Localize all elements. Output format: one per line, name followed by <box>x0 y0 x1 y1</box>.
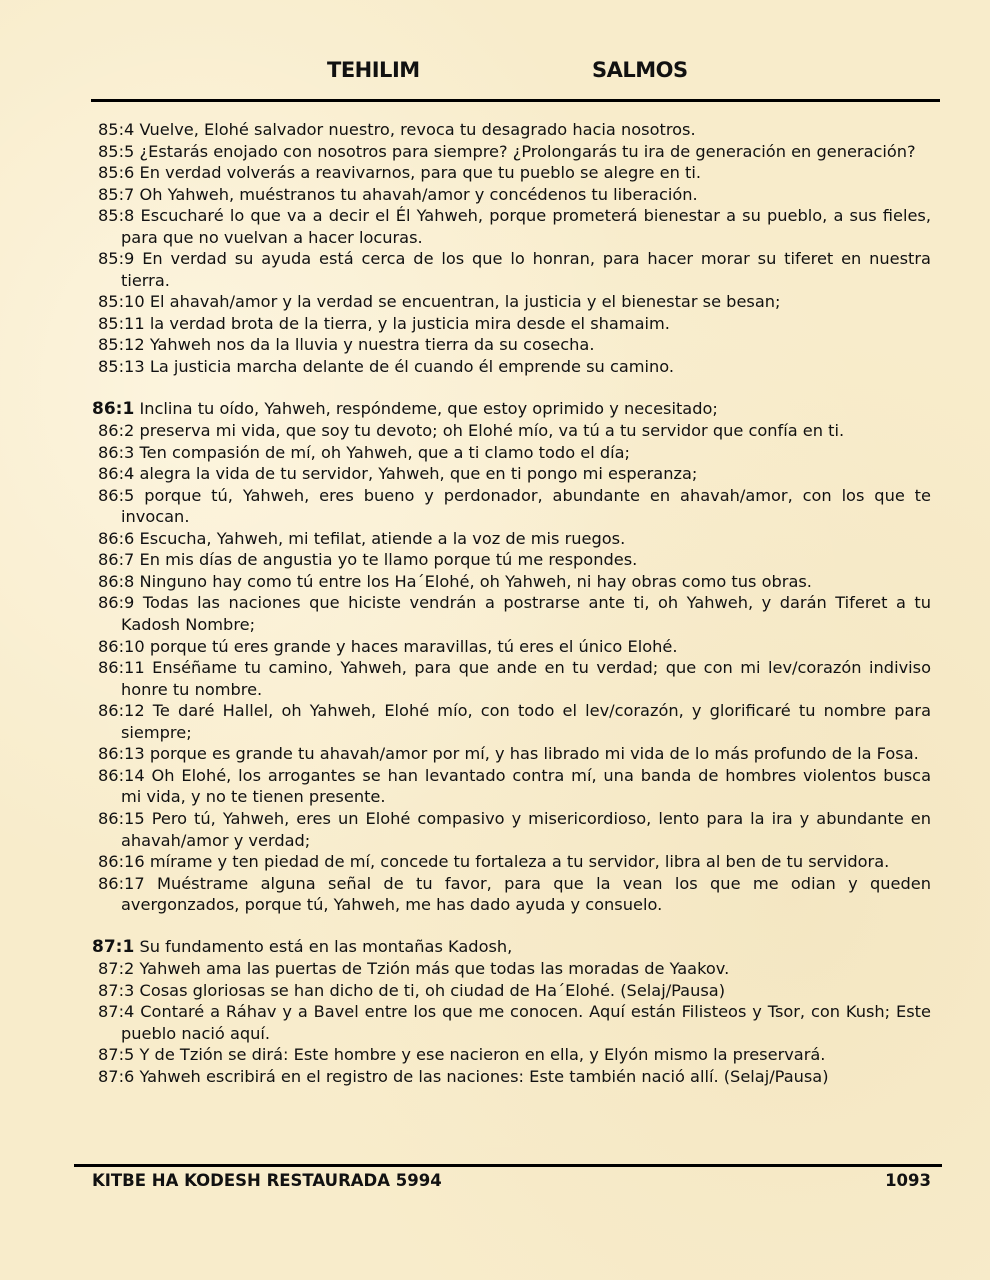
chapter-start-ref: 86:1 <box>92 398 135 419</box>
verse-ref: 86:10 <box>98 636 145 656</box>
page-number: 1093 <box>885 1171 931 1190</box>
section-gap <box>98 378 931 398</box>
verse <box>98 765 931 808</box>
chapter-section <box>92 398 932 916</box>
verse <box>98 657 931 700</box>
header-book-spanish: SALMOS <box>592 58 688 82</box>
verse <box>98 549 931 571</box>
verse-text: Enséñame tu camino, Yahweh, para que ande en tu verdad; que con mi lev/corazón indiviso honre tu nombre. <box>121 658 931 699</box>
verse-ref: 86:11 <box>98 658 145 678</box>
verse <box>98 356 931 378</box>
verse-text: preserva mi vida, que soy tu devoto; oh Elohé mío, va tú a tu servidor que confía en ti. <box>139 421 845 441</box>
verse-text: Contaré a Ráhav y a Bavel entre los que me conocen. Aquí están Filisteos y Tsor, con Kush; Este pueblo nació aquí. <box>121 1002 931 1043</box>
verse-text: alegra la vida de tu servidor, Yahweh, que en ti pongo mi esperanza; <box>139 464 698 484</box>
verse <box>98 1001 931 1044</box>
verse-text: mírame y ten piedad de mí, concede tu fortaleza a tu servidor, libra al ben de tu servidora. <box>149 852 890 872</box>
verse <box>98 592 931 635</box>
verse-ref: 87:4 <box>98 1002 135 1022</box>
verse-ref: 86:5 <box>98 485 135 505</box>
verse-text: Yahweh nos da la lluvia y nuestra tierra da su cosecha. <box>149 335 595 355</box>
verse-ref: 87:2 <box>98 959 135 979</box>
verse-text: En verdad su ayuda está cerca de los que lo honran, para hacer morar su tiferet en nuestra tierra. <box>121 249 931 290</box>
header-rule <box>91 99 940 102</box>
verse-text: La justicia marcha delante de él cuando él emprende su camino. <box>149 357 675 377</box>
verse-ref: 85:12 <box>98 335 145 355</box>
verse-ref: 86:15 <box>98 808 145 828</box>
verse-text: porque es grande tu ahavah/amor por mí, y has librado mi vida de lo más profundo de la Fosa. <box>149 744 919 764</box>
verse <box>98 485 931 528</box>
verse-text: Su fundamento está en las montañas Kadosh, <box>139 936 513 956</box>
verse-ref: 86:14 <box>98 765 145 785</box>
verse-text: El ahavah/amor y la verdad se encuentran, la justicia y el bienestar se besan; <box>149 292 781 312</box>
verse <box>98 808 931 851</box>
verse <box>98 334 931 356</box>
verse-ref: 86:3 <box>98 442 135 462</box>
verse-text: En mis días de angustia yo te llamo porque tú me respondes. <box>139 550 638 570</box>
verse-ref: 86:9 <box>98 593 135 613</box>
verse <box>98 1066 931 1088</box>
verse <box>98 119 931 141</box>
verse <box>98 873 931 916</box>
verse-text: Vuelve, Elohé salvador nuestro, revoca tu desagrado hacia nosotros. <box>139 120 696 139</box>
verse-ref: 87:3 <box>98 980 135 1000</box>
verse-text: En verdad volverás a reavivarnos, para que tu pueblo se alegre en ti. <box>139 163 701 183</box>
verse <box>98 162 931 184</box>
verse-ref: 86:16 <box>98 852 145 872</box>
verse-ref: 85:6 <box>98 163 135 183</box>
verse-text: Escucha, Yahweh, mi tefilat, atiende a la voz de mis ruegos. <box>139 528 626 548</box>
verse <box>98 636 931 658</box>
footer-rule <box>74 1164 942 1167</box>
verse <box>98 528 931 550</box>
verse-text: Ten compasión de mí, oh Yahweh, que a ti clamo todo el día; <box>139 442 631 462</box>
verse <box>98 463 931 485</box>
footer-book-title: KITBE HA KODESH RESTAURADA 5994 <box>92 1171 442 1190</box>
verse <box>98 743 931 765</box>
verse <box>98 184 931 206</box>
verse <box>98 420 931 442</box>
verse-ref: 86:2 <box>98 421 135 441</box>
scripture-text <box>92 119 932 1088</box>
verse <box>98 958 931 980</box>
verse <box>98 571 931 593</box>
verse-ref: 86:17 <box>98 873 145 893</box>
verse-ref: 86:4 <box>98 464 135 484</box>
verse-text: Yahweh escribirá en el registro de las naciones: Este también nació allí. (Selaj/Pausa) <box>139 1066 829 1086</box>
verse <box>98 442 931 464</box>
verse-ref: 85:9 <box>98 249 135 269</box>
verse-text: porque tú eres grande y haces maravillas, tú eres el único Elohé. <box>149 636 678 656</box>
verse-ref: 85:10 <box>98 292 145 312</box>
verse-text: Y de Tzión se dirá: Este hombre y ese nacieron en ella, y Elyón mismo la preservará. <box>139 1045 826 1065</box>
verse-ref: 85:8 <box>98 206 135 226</box>
verse-ref: 87:5 <box>98 1045 135 1065</box>
verse-text: Inclina tu oído, Yahweh, respóndeme, que estoy oprimido y necesitado; <box>139 398 718 418</box>
verse-ref: 85:13 <box>98 357 145 377</box>
verse-ref: 85:5 <box>98 141 135 161</box>
verse <box>98 1044 931 1066</box>
section-gap <box>98 916 931 936</box>
verse <box>98 851 931 873</box>
verse <box>98 980 931 1002</box>
verse-ref: 86:13 <box>98 744 145 764</box>
verse <box>98 248 931 291</box>
verse <box>98 291 931 313</box>
verse-ref: 85:7 <box>98 184 135 204</box>
verse-ref: 86:12 <box>98 701 145 721</box>
verse-text: Todas las naciones que hiciste vendrán a postrarse ante ti, oh Yahweh, y darán Tiferet a tu Kadosh Nombre; <box>121 593 932 635</box>
verse-ref: 86:7 <box>98 550 135 570</box>
verse <box>98 700 931 743</box>
verse <box>92 936 931 959</box>
verse <box>98 205 931 248</box>
verse-ref: 86:8 <box>98 571 135 591</box>
verse-text: Escucharé lo que va a decir el Él Yahweh, porque prometerá bienestar a su pueblo, a sus fieles, para que no vuelvan a hacer locuras. <box>121 206 931 247</box>
verse-text: ¿Estarás enojado con nosotros para siempre? ¿Prolongarás tu ira de generación en generación? <box>139 141 916 161</box>
verse-text: Oh Elohé, los arrogantes se han levantado contra mí, una banda de hombres violentos busca mi vida, y no te tienen presente. <box>121 765 931 807</box>
chapter-section <box>98 119 931 378</box>
verse-ref: 85:4 <box>98 120 135 139</box>
page-header <box>0 58 990 90</box>
verse-text: Ninguno hay como tú entre los Ha´Elohé, oh Yahweh, ni hay obras como tus obras. <box>139 571 812 591</box>
verse-ref: 86:6 <box>98 528 135 548</box>
chapter-section <box>92 936 931 1088</box>
verse-text: Te daré Hallel, oh Yahweh, Elohé mío, con todo el lev/corazón, y glorificaré tu nombre para siempre; <box>121 701 931 742</box>
verse-text: Cosas gloriosas se han dicho de ti, oh ciudad de Ha´Elohé. (Selaj/Pausa) <box>139 980 726 1000</box>
verse-text: Oh Yahweh, muéstranos tu ahavah/amor y concédenos tu liberación. <box>139 184 698 204</box>
header-book-hebrew: TEHILIM <box>327 58 420 82</box>
verse-text: Yahweh ama las puertas de Tzión más que todas las moradas de Yaakov. <box>139 959 730 979</box>
verse-ref: 87:6 <box>98 1066 135 1086</box>
verse-text: la verdad brota de la tierra, y la justicia mira desde el shamaim. <box>149 313 670 333</box>
verse-text: Muéstrame alguna señal de tu favor, para que la vean los que me odian y queden avergonzados, porque tú, Yahweh, me has dado ayuda y consuelo. <box>121 873 931 915</box>
verse <box>98 313 931 335</box>
chapter-start-ref: 87:1 <box>92 936 135 957</box>
verse-ref: 85:11 <box>98 313 145 333</box>
verse-text: Pero tú, Yahweh, eres un Elohé compasivo y misericordioso, lento para la ira y abundante en ahavah/amor y verdad; <box>121 808 931 850</box>
verse <box>92 398 931 421</box>
verse-text: porque tú, Yahweh, eres bueno y perdonador, abundante en ahavah/amor, con los que te invocan. <box>121 485 931 527</box>
verse <box>98 141 931 163</box>
